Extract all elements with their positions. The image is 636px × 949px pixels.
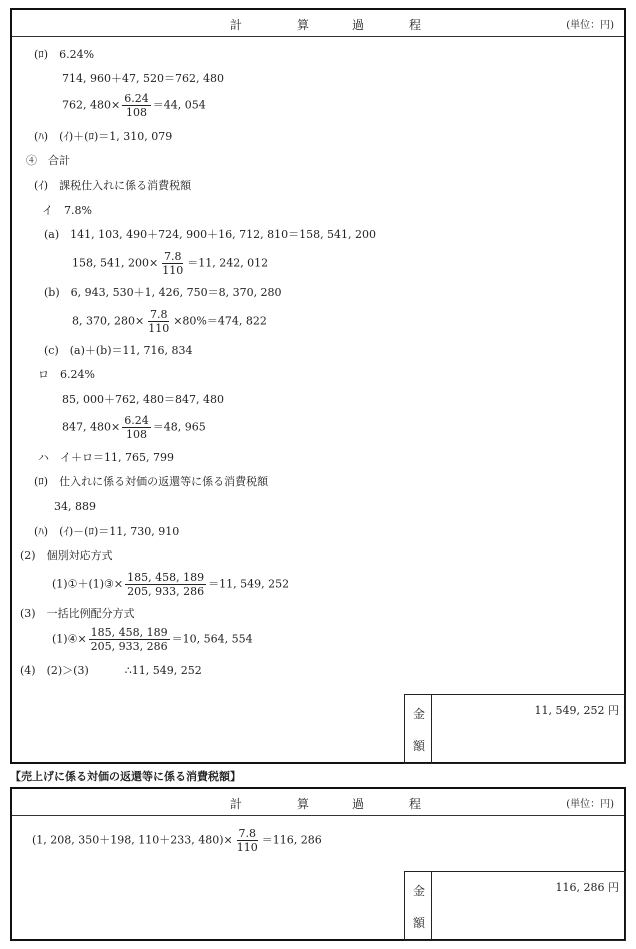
formula-right: ＝11, 549, 252 <box>208 577 290 591</box>
formula-right: ×80%＝474, 822 <box>173 314 267 328</box>
calc-line: ロ 6.24% <box>38 368 95 381</box>
calc-line: (a) 141, 103, 490＋724, 900＋16, 712, 810＝158, 541, 200 <box>44 228 377 241</box>
denominator: 110 <box>148 322 170 335</box>
calc-line: (ﾛ) 仕入れに係る対価の返還等に係る消費税額 <box>34 475 269 488</box>
fraction <box>125 571 206 598</box>
calc-line: (b) 6, 943, 530＋1, 426, 750＝8, 370, 280 <box>44 286 282 299</box>
header-char: 計 <box>230 18 243 32</box>
calc-line: 34, 889 <box>54 500 96 513</box>
calc-line <box>62 92 206 119</box>
calc-line <box>52 626 253 653</box>
calc-line: (3) 一括比例配分方式 <box>20 607 135 620</box>
numerator: 6.24 <box>124 414 149 427</box>
numerator: 7.8 <box>238 827 256 840</box>
denominator: 110 <box>162 264 184 277</box>
formula-left: (1)④× <box>52 632 87 646</box>
unit-label: (単位：円) <box>566 20 614 31</box>
header-char: 過 <box>352 18 365 32</box>
formula-left: (1, 208, 350＋198, 110＋233, 480)× <box>32 833 233 847</box>
section-title: 【売上げに係る対価の返還等に係る消費税額】 <box>10 770 241 783</box>
calc-line: (ﾛ) 6.24% <box>34 48 95 61</box>
numerator: 185, 458, 189 <box>90 626 168 639</box>
calc-line: (ﾊ) (ｲ)＋(ﾛ)＝1, 310, 079 <box>34 130 173 143</box>
formula-right: ＝11, 242, 012 <box>187 256 269 270</box>
numerator: 185, 458, 189 <box>127 571 205 584</box>
numerator: 7.8 <box>163 250 182 263</box>
comparison: (4) (2)＞(3) <box>20 664 89 677</box>
fraction <box>122 414 151 441</box>
amount-value: 116, 286 円 <box>555 881 619 894</box>
conclusion: ∴11, 549, 252 <box>124 664 202 677</box>
calc-line <box>20 664 202 678</box>
denominator: 205, 933, 286 <box>127 585 205 598</box>
amount-label-top: 金 <box>413 707 426 721</box>
unit-label: (単位：円) <box>566 799 614 810</box>
denominator: 108 <box>125 106 147 119</box>
formula-left: 8, 370, 280× <box>72 314 145 328</box>
formula-right: ＝116, 286 <box>261 833 322 847</box>
formula-left: (1)①＋(1)③× <box>52 577 124 591</box>
fraction <box>146 308 171 335</box>
calc-line: 85, 000＋762, 480＝847, 480 <box>62 393 224 406</box>
calc-line: ④ 合計 <box>26 154 70 167</box>
formula-left: 762, 480× <box>62 98 121 112</box>
fraction <box>160 250 185 277</box>
amount-label-bottom: 額 <box>413 916 426 930</box>
formula-left: 847, 480× <box>62 420 121 434</box>
calc-line: (c) (a)＋(b)＝11, 716, 834 <box>44 344 193 357</box>
amount-box <box>404 694 626 764</box>
calc-line: (2) 個別対応方式 <box>20 549 113 562</box>
formula-left: 158, 541, 200× <box>72 256 159 270</box>
amount-value: 11, 549, 252 円 <box>534 704 619 717</box>
calc-line <box>52 571 289 598</box>
header-char: 程 <box>409 18 422 32</box>
calc-header <box>12 10 624 37</box>
calc-line: イ 7.8% <box>42 204 92 217</box>
denominator: 110 <box>236 841 258 854</box>
fraction <box>122 92 151 119</box>
formula-right: ＝48, 965 <box>152 420 206 434</box>
header-char: 算 <box>297 797 310 811</box>
calc-line <box>62 414 206 441</box>
amount-label <box>405 872 432 940</box>
formula-right: ＝44, 054 <box>152 98 206 112</box>
formula-right: ＝10, 564, 554 <box>171 632 253 646</box>
calc-line <box>72 308 267 335</box>
fraction <box>235 827 260 854</box>
fraction <box>89 626 170 653</box>
calc-header <box>12 789 624 816</box>
denominator: 205, 933, 286 <box>90 640 168 653</box>
header-char: 計 <box>230 797 243 811</box>
amount-box <box>404 871 626 941</box>
calc-line <box>72 250 268 277</box>
calc-line: (ﾊ) (ｲ)－(ﾛ)＝11, 730, 910 <box>34 525 180 538</box>
calc-line: 714, 960＋47, 520＝762, 480 <box>62 72 224 85</box>
calculation-box-2 <box>10 787 626 941</box>
header-char: 程 <box>409 797 422 811</box>
calculation-box-1 <box>10 8 626 764</box>
calc-line <box>32 827 322 854</box>
numerator: 7.8 <box>149 308 168 321</box>
amount-label-top: 金 <box>413 884 426 898</box>
header-char: 過 <box>352 797 365 811</box>
calc-line: (ｲ) 課税仕入れに係る消費税額 <box>34 179 192 192</box>
amount-label-bottom: 額 <box>413 739 426 753</box>
calc-line: ハ イ＋ロ＝11, 765, 799 <box>38 451 174 464</box>
denominator: 108 <box>125 428 147 441</box>
numerator: 6.24 <box>124 92 149 105</box>
header-char: 算 <box>297 18 310 32</box>
amount-label <box>405 695 432 763</box>
